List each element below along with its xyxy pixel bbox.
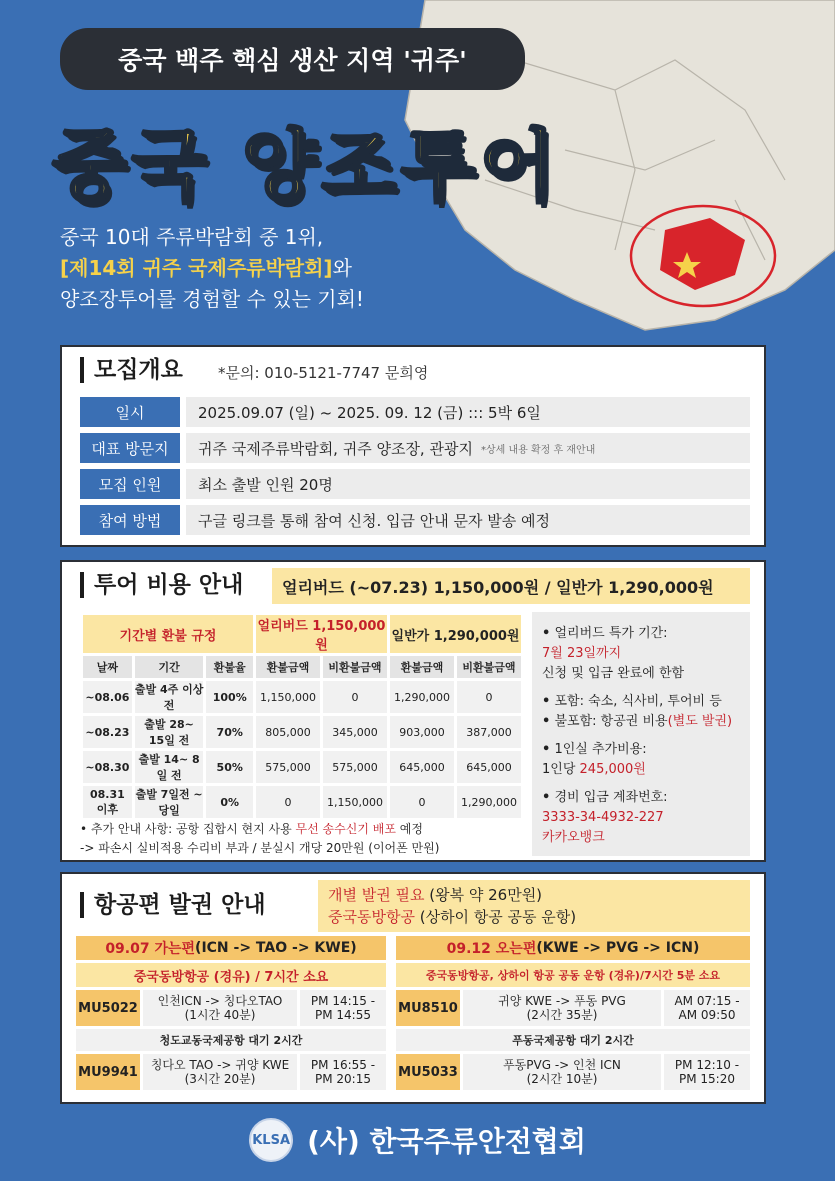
flight-code: MU5033	[396, 1054, 460, 1090]
row-value-text: 최소 출발 인원 20명	[198, 475, 333, 494]
table-row	[83, 716, 521, 748]
top-label: 중국 백주 핵심 생산 지역 '귀주'	[60, 28, 525, 90]
cell-early-nonrefund: 575,000	[323, 751, 387, 783]
bullet-icon: •	[542, 714, 551, 729]
recruit-section	[60, 345, 766, 547]
row-value-text: 구글 링크를 통해 참여 신청. 입금 안내 문자 발송 예정	[198, 511, 550, 530]
refund-rule-title: 기간별 환불 규정	[83, 615, 253, 653]
column-header: 환불율	[206, 656, 253, 678]
return-sub: 중국동방항공, 상하이 항공 공동 운항 (경유)/7시간 5분 소요	[396, 963, 750, 987]
intro-line-2-rest: 와	[332, 256, 352, 280]
outbound-flights	[76, 936, 386, 1090]
cell-rate: 50%	[206, 751, 253, 783]
route-duration: (3시간 20분)	[184, 1072, 256, 1086]
route-text: 푸동PVG -> 인천 ICN	[503, 1058, 621, 1072]
cell-date: ~08.23	[83, 716, 132, 748]
intro-text	[60, 222, 364, 315]
additional-note	[80, 820, 439, 858]
flight-route	[143, 1054, 297, 1090]
cell-date: ~08.06	[83, 681, 132, 713]
time-depart: PM 14:15 -	[310, 994, 376, 1008]
note-highlight: 무선 송수신기 배포	[295, 822, 396, 836]
route-duration: (1시간 40분)	[184, 1008, 256, 1022]
outbound-header	[76, 936, 386, 960]
bullet-icon: •	[542, 790, 551, 805]
table-head-row	[83, 615, 521, 653]
flight-leg	[396, 1054, 750, 1090]
footer	[0, 1115, 835, 1165]
return-date: 09.12 오는편	[446, 941, 537, 957]
cell-period: 출발 28~ 15일 전	[135, 716, 204, 748]
cell-early-refund: 805,000	[256, 716, 320, 748]
early-label: 얼리버드 특가 기간:	[554, 626, 668, 641]
include-info	[542, 692, 740, 712]
note-suffix: 예정	[395, 822, 423, 836]
cell-period: 출발 14~ 8일 전	[135, 751, 204, 783]
flight-route	[463, 990, 661, 1026]
cell-early-refund: 0	[256, 786, 320, 818]
price-banner: 얼리버드 (~07.23) 1,150,000원 / 일반가 1,290,000원	[272, 568, 750, 604]
flight-section	[60, 872, 766, 1104]
row-note: *상세 내용 확정 후 재안내	[480, 444, 596, 456]
bullet-icon: •	[80, 822, 91, 836]
cell-period: 출발 4주 이상 전	[134, 683, 204, 712]
column-header: 비환불금액	[323, 656, 387, 678]
section-title-flight: 항공편 발권 안내	[80, 892, 266, 918]
cell-normal-nonrefund: 0	[457, 681, 521, 713]
route-text: 귀양 KWE -> 푸동 PVG	[498, 994, 626, 1008]
banner-text: (왕복 약 26만원)	[424, 886, 543, 904]
cell-early-refund: 1,150,000	[256, 681, 320, 713]
association-logo-icon: KLSA	[249, 1118, 293, 1162]
banner-airline: 중국동방항공	[328, 908, 415, 926]
expo-name: [제14회 귀주 국제주류박람회]	[60, 256, 333, 280]
early-condition: 신청 및 입금 완료에 한함	[542, 666, 685, 681]
flight-code: MU5022	[76, 990, 140, 1026]
column-header: 환불금액	[256, 656, 320, 678]
row-label: 모집 인원	[80, 469, 180, 499]
bullet-icon: •	[542, 626, 551, 641]
early-bird-info	[542, 624, 740, 684]
outbound-date: 09.07 가는편	[105, 941, 196, 957]
cell-normal-nonrefund: 387,000	[457, 716, 521, 748]
route-duration: (2시간 35분)	[526, 1008, 598, 1022]
column-header: 비환불금액	[457, 656, 521, 678]
cell-period: 출발 7일전 ~ 당일	[135, 788, 203, 817]
layover-note: 푸동국제공항 대기 2시간	[396, 1029, 750, 1051]
flight-time	[300, 990, 386, 1026]
cell-normal-nonrefund: 645,000	[457, 751, 521, 783]
return-route: (KWE -> PVG -> ICN)	[536, 940, 700, 956]
route-duration: (2시간 10분)	[526, 1072, 598, 1086]
account-info	[542, 788, 740, 848]
include-text: 포함: 숙소, 식사비, 투어비 등	[554, 694, 722, 709]
flight-route	[463, 1054, 661, 1090]
return-header	[396, 936, 750, 960]
route-text: 인천ICN -> 칭다오TAO	[157, 994, 283, 1008]
outbound-sub: 중국동방항공 (경유) / 7시간 소요	[76, 963, 386, 987]
flight-time	[664, 1054, 750, 1090]
row-label: 참여 방법	[80, 505, 180, 535]
time-arrive: PM 15:20	[678, 1072, 735, 1086]
cell-normal-refund: 903,000	[390, 716, 454, 748]
flight-leg	[76, 990, 386, 1026]
early-price-head: 얼리버드 1,150,000원	[256, 615, 387, 653]
row-value-text: 귀주 국제주류박람회, 귀주 양조장, 관광지	[198, 439, 473, 458]
flight-banner	[318, 880, 750, 932]
cell-early-refund: 575,000	[256, 751, 320, 783]
cell-early-nonrefund: 1,150,000	[323, 786, 387, 818]
layover-note: 청도교동국제공항 대기 2시간	[76, 1029, 386, 1051]
contact-info: *문의: 010-5121-7747 문희영	[218, 364, 429, 382]
recruit-row-method	[80, 505, 750, 535]
row-value	[186, 397, 750, 427]
main-title: 중국 양조투어	[52, 122, 560, 212]
column-header: 기간	[135, 656, 204, 678]
note-penalty: -> 파손시 실비적용 수리비 부과 / 분실시 개당 20만원 (이어폰 만원)	[80, 841, 440, 855]
row-value-text: 2025.09.07 (일) ~ 2025. 09. 12 (금) ::: 5박 6일	[198, 403, 541, 422]
flight-leg	[76, 1054, 386, 1090]
cell-normal-refund: 1,290,000	[390, 681, 454, 713]
flight-leg	[396, 990, 750, 1026]
time-arrive: AM 09:50	[678, 1008, 736, 1022]
flight-code: MU9941	[76, 1054, 140, 1090]
time-arrive: PM 20:15	[314, 1072, 371, 1086]
outbound-route: (ICN -> TAO -> KWE)	[195, 940, 357, 956]
account-label: 경비 입금 계좌번호:	[554, 790, 668, 805]
organization-name: (사) 한국주류안전협회	[307, 1125, 586, 1158]
extra-prefix: 1인당	[542, 762, 580, 777]
cost-section	[60, 560, 766, 862]
exclude-info	[542, 712, 740, 732]
row-value	[186, 469, 750, 499]
time-arrive: PM 14:55	[314, 1008, 371, 1022]
cell-date: 08.31 이후	[83, 786, 132, 818]
bullet-icon: •	[542, 742, 551, 757]
row-value	[186, 433, 750, 463]
cell-rate: 0%	[206, 786, 253, 818]
note-text: 추가 안내 사항: 공항 집합시 현지 사용	[90, 822, 296, 836]
intro-line-3: 양조장투어를 경험할 수 있는 기회!	[60, 287, 364, 311]
section-title-recruit: 모집개요	[80, 357, 183, 383]
cell-date: ~08.30	[83, 751, 132, 783]
cell-rate: 70%	[206, 716, 253, 748]
banner-text: (상하이 항공 공동 운항)	[414, 908, 577, 926]
table-row	[83, 786, 521, 818]
bullet-icon: •	[542, 694, 551, 709]
time-depart: AM 07:15 -	[674, 994, 740, 1008]
table-row	[83, 681, 521, 713]
flight-route	[143, 990, 297, 1026]
table-row	[83, 751, 521, 783]
cell-early-nonrefund: 0	[323, 681, 387, 713]
intro-line-1: 중국 10대 주류박람회 중 1위,	[60, 225, 324, 249]
exclude-note: (별도 발권)	[667, 714, 733, 729]
extra-value: 245,000원	[579, 762, 646, 777]
row-label: 대표 방문지	[80, 433, 180, 463]
column-header: 환불금액	[390, 656, 454, 678]
time-depart: PM 16:55 -	[310, 1058, 376, 1072]
normal-price-head: 일반가 1,290,000원	[390, 615, 521, 653]
extra-label: 1인실 추가비용:	[554, 742, 647, 757]
bank-name: 카카오뱅크	[542, 830, 605, 845]
recruit-row-date	[80, 397, 750, 427]
account-number: 3333-34-4932-227	[542, 810, 664, 825]
cost-side-info	[532, 612, 750, 856]
exclude-text: 불포함: 항공권 비용	[554, 714, 668, 729]
flight-time	[300, 1054, 386, 1090]
recruit-row-visit	[80, 433, 750, 463]
recruit-row-people	[80, 469, 750, 499]
intro-line-2	[60, 253, 364, 284]
cell-rate: 100%	[206, 681, 253, 713]
cell-normal-refund: 645,000	[390, 751, 454, 783]
flight-code: MU8510	[396, 990, 460, 1026]
time-depart: PM 12:10 -	[674, 1058, 740, 1072]
early-until: 7월 23일까지	[542, 646, 622, 661]
refund-table	[80, 612, 524, 821]
banner-highlight: 개별 발권 필요	[328, 886, 425, 904]
column-header: 날짜	[83, 656, 132, 678]
flight-time	[664, 990, 750, 1026]
section-title-cost: 투어 비용 안내	[80, 572, 243, 598]
return-flights	[396, 936, 750, 1090]
cell-early-nonrefund: 345,000	[323, 716, 387, 748]
row-value	[186, 505, 750, 535]
table-column-row	[83, 656, 521, 678]
cell-normal-nonrefund: 1,290,000	[457, 786, 521, 818]
single-room-info	[542, 740, 740, 780]
route-text: 칭다오 TAO -> 귀양 KWE	[150, 1058, 290, 1072]
cell-normal-refund: 0	[390, 786, 454, 818]
row-label: 일시	[80, 397, 180, 427]
